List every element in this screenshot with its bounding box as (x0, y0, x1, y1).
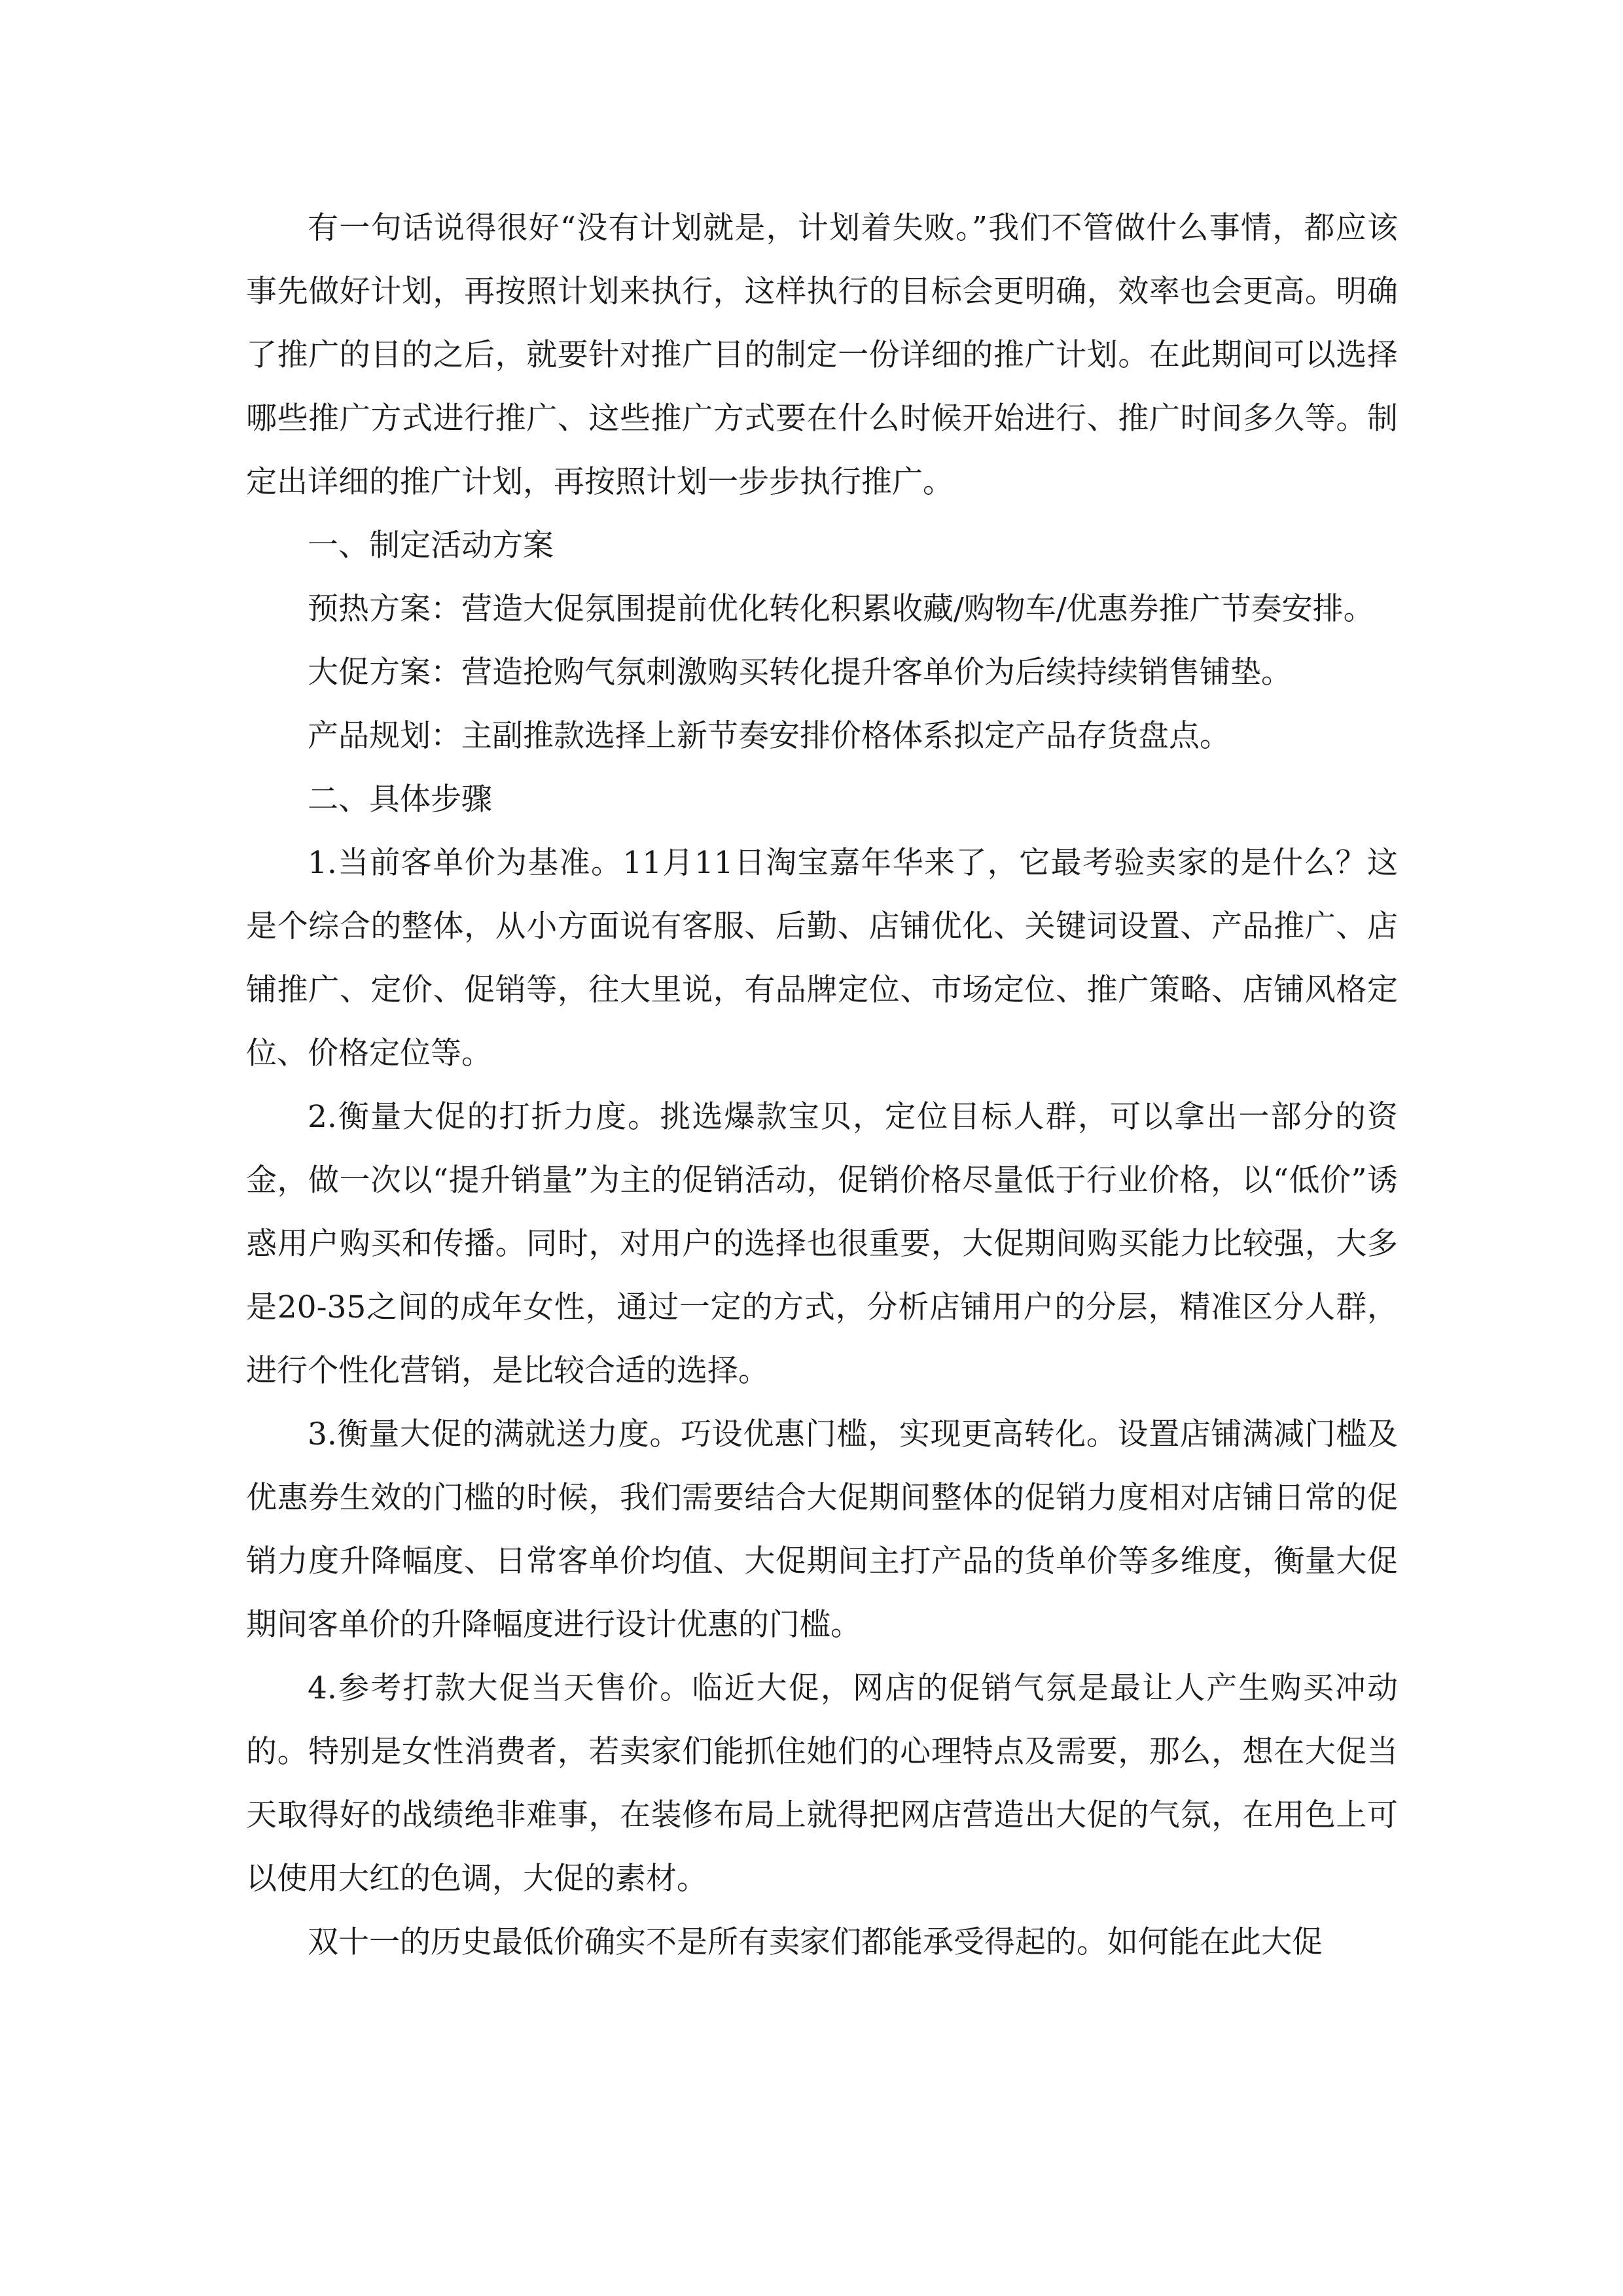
paragraph-preheat-plan: 预热方案：营造大促氛围提前优化转化积累收藏/购物车/优惠券推广节奏安排。 (308, 591, 1374, 627)
paragraph-promo-plan: 大促方案：营造抢购气氛刺激购买转化提升客单价为后续持续销售铺垫。 (308, 655, 1292, 691)
paragraph-step-1: 1.当前客单价为基准。11月11日淘宝嘉年华来了，它最考验卖家的是什么？这是个综合的整体，从小方面说有客服、后勤、店铺优化、关键词设置、产品推广、店铺推广、定价、促销等，往大里说，有品牌定位、市场定位、推广策略、店铺风格定位、价格定位等。 (246, 845, 1398, 1071)
paragraph-step-2: 2.衡量大促的打折力度。挑选爆款宝贝，定位目标人群，可以拿出一部分的资金，做一次以“提升销量”为主的促销活动，促销价格尽量低于行业价格，以“低价”诱惑用户购买和传播。同时，对用户的选择也很重要，大促期间购买能力比较强，大多是20-35之间的成年女性，通过一定的方式，分析店铺用户的分层，精准区分人群，进行个性化营销，是比较合适的选择。 (246, 1099, 1398, 1389)
paragraph-intro: 有一句话说得很好“没有计划就是，计划着失败。”我们不管做什么事情，都应该事先做好计划，再按照计划来执行，这样执行的目标会更明确，效率也会更高。明确了推广的目的之后，就要针对推广目的制定一份详细的推广计划。在此期间可以选择哪些推广方式进行推广、这些推广方式要在什么时候开始进行、推广时间多久等。制定出详细的推广计划，再按照计划一步步执行推广。 (246, 210, 1398, 500)
paragraph-closing: 双十一的历史最低价确实不是所有卖家们都能承受得起的。如何能在此大促 (308, 1924, 1323, 1960)
paragraph-step-3: 3.衡量大促的满就送力度。巧设优惠门槛，实现更高转化。设置店铺满减门槛及优惠券生效的门槛的时候，我们需要结合大促期间整体的促销力度相对店铺日常的促销力度升降幅度、日常客单价均值、大促期间主打产品的货单价等多维度，衡量大促期间客单价的升降幅度进行设计优惠的门槛。 (246, 1416, 1398, 1643)
paragraph-step-4: 4.参考打款大促当天售价。临近大促，网店的促销气氛是最让人产生购买冲动的。特别是女性消费者，若卖家们能抓住她们的心理特点及需要，那么，想在大促当天取得好的战绩绝非难事，在装修布局上就得把网店营造出大促的气氛，在用色上可以使用大红的色调，大促的素材。 (246, 1670, 1398, 1897)
paragraph-product-plan: 产品规划：主副推款选择上新节奏安排价格体系拟定产品存货盘点。 (308, 718, 1230, 754)
section-heading-1: 一、制定活动方案 (308, 528, 554, 564)
section-heading-2: 二、具体步骤 (308, 781, 492, 817)
document-body (246, 196, 1398, 1974)
